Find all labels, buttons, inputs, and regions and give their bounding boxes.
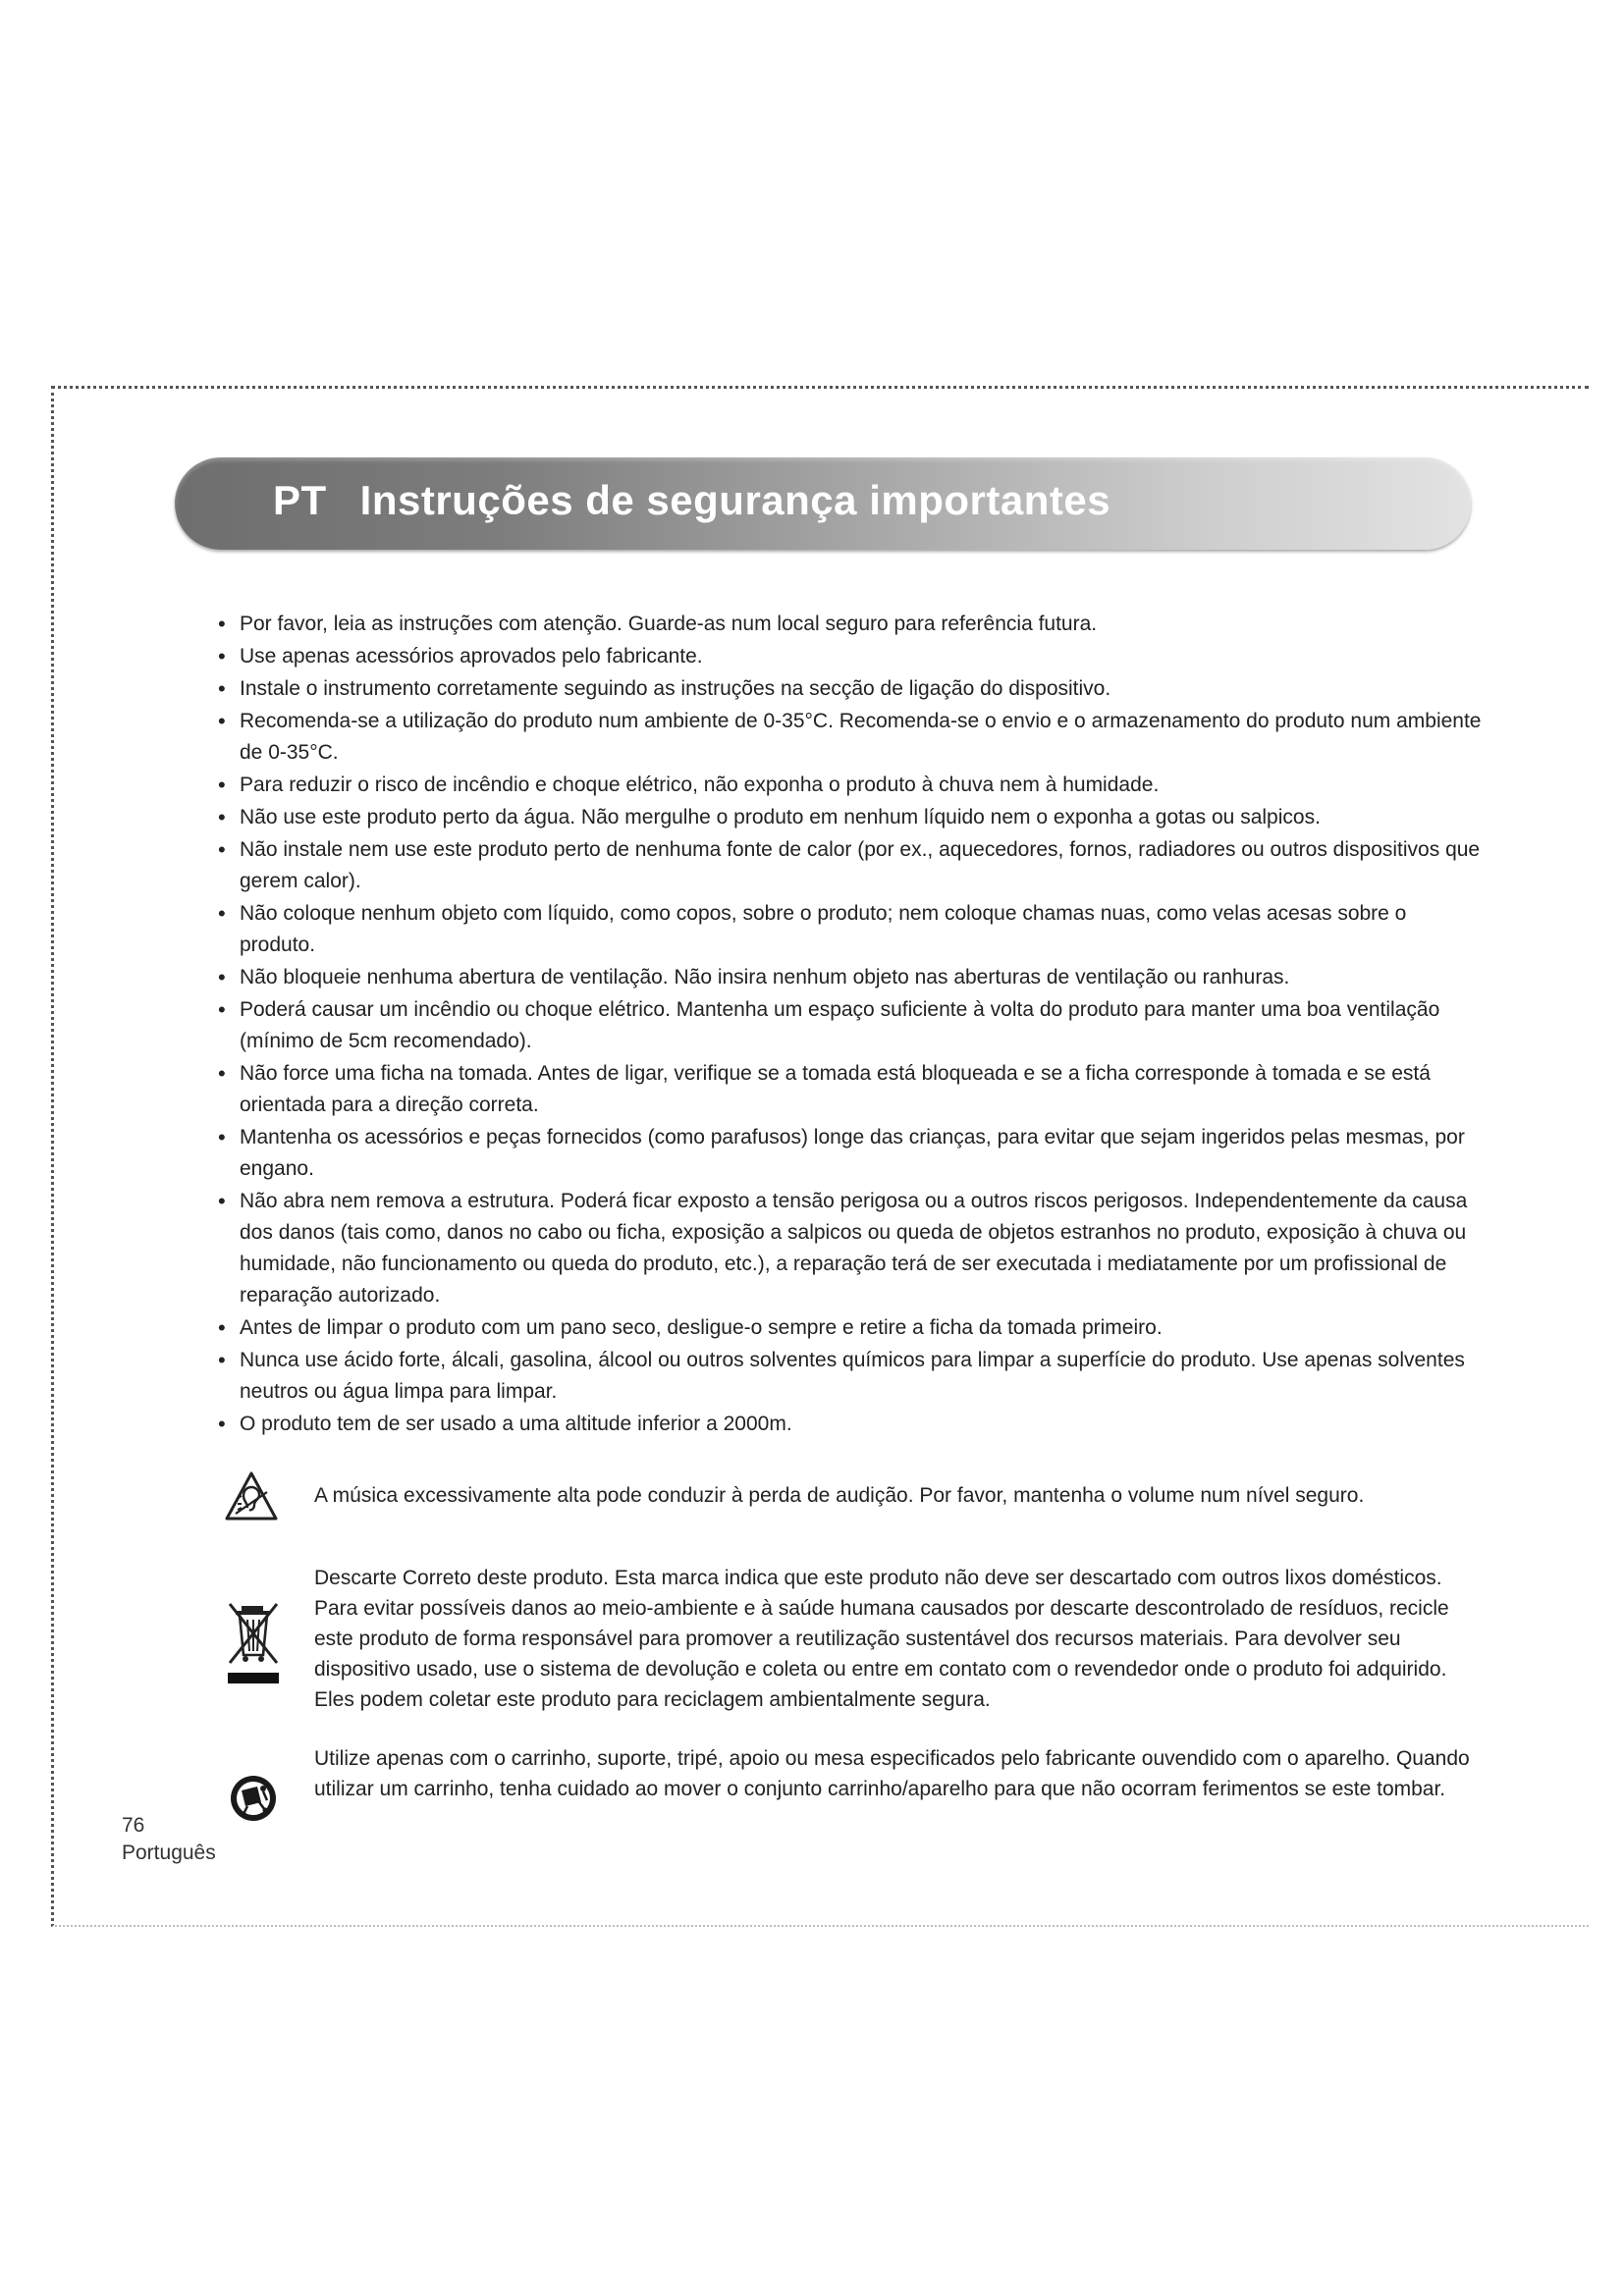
- list-item: • Instale o instrumento corretamente seguindo as instruções na secção de ligação do dispositivo.: [218, 673, 1485, 705]
- list-item: • Não use este produto perto da água. Não mergulhe o produto em nenhum líquido nem o exponha a gotas ou salpicos.: [218, 802, 1485, 833]
- list-item: • Não force uma ficha na tomada. Antes de ligar, verifique se a tomada está bloqueada e se a ficha corresponde à tomada e se está orientada para a direção correta.: [218, 1058, 1485, 1121]
- footer-language: Português: [122, 1842, 216, 1864]
- list-item: • Antes de limpar o produto com um pano seco, desligue-o sempre e retire a ficha da tomada primeiro.: [218, 1312, 1485, 1344]
- language-code: PT: [273, 477, 327, 523]
- page-title: [273, 477, 1110, 524]
- list-item: • Mantenha os acessórios e peças fornecidos (como parafusos) longe das crianças, para evitar que sejam ingeridos pelas mesmas, por engano.: [218, 1122, 1485, 1185]
- hearing-warning-icon: [224, 1470, 279, 1522]
- title-banner: [175, 457, 1471, 550]
- list-item: • Não instale nem use este produto perto de nenhuma fonte de calor (por ex., aquecedores, fornos, radiadores ou outros dispositivos que gerem calor).: [218, 834, 1485, 897]
- list-item: • Não abra nem remova a estrutura. Poderá ficar exposto a tensão perigosa ou a outros riscos perigosos. Independentemente da causa dos danos (tais como, danos no cabo ou ficha, exposição a salpicos ou queda de objetos estranhos no produto, exposição à chuva ou humidade, não funcionamento ou queda do produto, etc.), a reparação terá de ser executada i mediatamente por um profissional de reparação autorizado.: [218, 1186, 1485, 1311]
- list-item: • Use apenas acessórios aprovados pelo fabricante.: [218, 641, 1485, 672]
- page-footer: [122, 1812, 216, 1867]
- list-item: • Para reduzir o risco de incêndio e choque elétrico, não exponha o produto à chuva nem à humidade.: [218, 770, 1485, 801]
- safety-instructions-list: [218, 609, 1485, 1441]
- cart-warning-text: Utilize apenas com o carrinho, suporte, tripé, apoio ou mesa especificados pelo fabricante ouvendido com o aparelho. Quando utilizar um carrinho, tenha cuidado ao mover o conjunto carrinho/aparelho para que não ocorram ferimentos se este tombar.: [314, 1747, 1470, 1800]
- cart-tip-over-icon: [228, 1773, 279, 1824]
- list-item: • Poderá causar um incêndio ou choque elétrico. Mantenha um espaço suficiente à volta do produto para manter uma boa ventilação (mínimo de 5cm recomendado).: [218, 994, 1485, 1057]
- list-item: • Recomenda-se a utilização do produto num ambiente de 0-35°C. Recomenda-se o envio e o armazenamento do produto num ambiente de 0-35°C.: [218, 706, 1485, 769]
- list-item: • O produto tem de ser usado a uma altitude inferior a 2000m.: [218, 1409, 1485, 1440]
- list-item: • Não bloqueie nenhuma abertura de ventilação. Não insira nenhum objeto nas aberturas de ventilação ou ranhuras.: [218, 962, 1485, 993]
- hearing-warning-text: A música excessivamente alta pode conduzir à perda de audição. Por favor, mantenha o volume num nível seguro.: [314, 1484, 1365, 1507]
- title-text: Instruções de segurança importantes: [359, 477, 1111, 523]
- disposal-notice-text: Descarte Correto deste produto. Esta marca indica que este produto não deve ser descartado com outros lixos domésticos. Para evitar possíveis danos ao meio-ambiente e à saúde humana causados por descarte descontrolado de resíduos, recicle este produto de forma responsável para promover a reutilização sustentável dos recursos materiais. Para devolver seu dispositivo usado, use o sistema de devolução e coleta ou entre em contato com o revendedor onde o produto foi adquirido. Eles podem coletar este produto para reciclagem ambientalmente segura.: [314, 1567, 1449, 1711]
- list-item: • Por favor, leia as instruções com atenção. Guarde-as num local seguro para referência futura.: [218, 609, 1485, 640]
- crossed-bin-icon: [226, 1600, 281, 1684]
- list-item: • Nunca use ácido forte, álcali, gasolina, álcool ou outros solventes químicos para limpar a superfície do produto. Use apenas solventes neutros ou água limpa para limpar.: [218, 1345, 1485, 1408]
- page-number: 76: [122, 1814, 145, 1837]
- list-item: • Não coloque nenhum objeto com líquido, como copos, sobre o produto; nem coloque chamas nuas, como velas acesas sobre o produto.: [218, 898, 1485, 961]
